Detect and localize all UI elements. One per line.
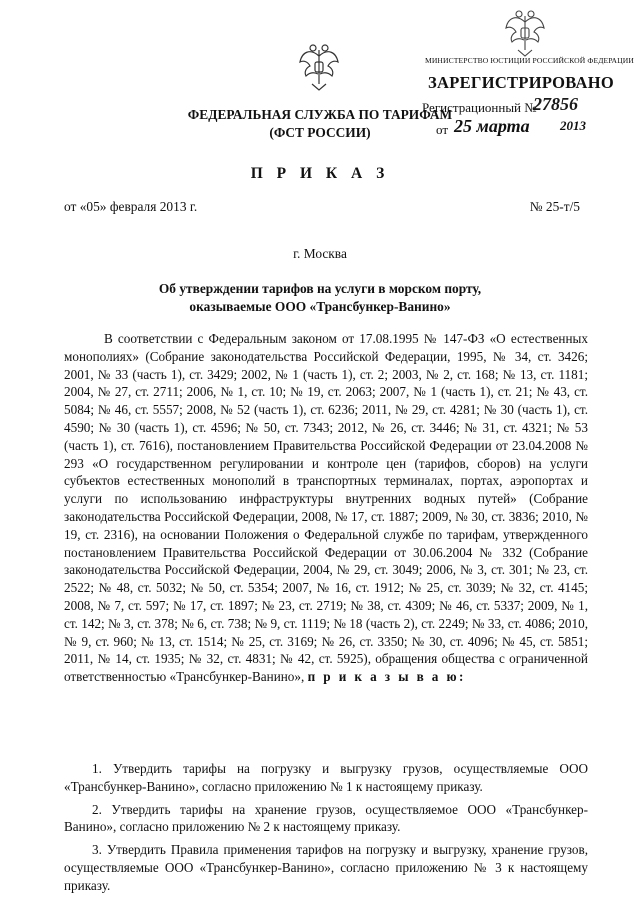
order-city: г. Москва <box>293 246 347 261</box>
double-headed-eagle-icon <box>502 6 548 58</box>
stamp-date-value: 25 марта <box>454 116 530 136</box>
stamp-number-value: 27856 <box>533 94 578 114</box>
order-items <box>64 760 588 900</box>
order-number: № 25-т/5 <box>529 199 580 214</box>
order-item: 1. Утвердить тарифы на погрузку и выгрузку грузов, осуществляемые ООО «Трансбункер-Ванино», согласно приложению № 1 к настоящему приказу. <box>64 761 588 794</box>
subject-line: оказываемые ООО «Трансбункер-Ванино» <box>189 299 451 314</box>
stamp-registered: ЗАРЕГИСТРИРОВАНО <box>428 73 615 92</box>
order-subject <box>120 280 520 316</box>
stamp-date-label: от <box>436 122 449 137</box>
subject-line: Об утверждении тарифов на услуги в морском порту, <box>158 281 482 296</box>
stamp-emblem <box>502 6 548 63</box>
stamp-number-label: Регистрационный № <box>422 100 537 115</box>
stamp-year-value: 2013 <box>560 118 586 133</box>
order-item: 3. Утвердить Правила применения тарифов на погрузку и выгрузку, хранение грузов, осуществляемые ООО «Трансбункер-Ванино», согласно приложению № 3 к настоящему приказу. <box>64 842 588 893</box>
order-date: от «05» февраля 2013 г. <box>64 199 198 214</box>
order-title: П Р И К А З <box>250 165 390 182</box>
preamble-text: В соответствии с Федеральным законом от 17.08.1995 № 147-ФЗ «О естественных монополиях» (Собрание законодательства Российской Федерации, 1995, № 34, ст. 3426; 2001, № 33 (часть 1), ст. 3429; 2002, № 1 (часть 1), ст. 2; 2003, № 2, ст. 168; № 13, ст. 1181; 2004, № 27, ст. 2711; 2006, № 1, ст. 10; № 19, ст. 2063; 2007, № 1 (часть 1), ст. 21; № 43, ст. 5084; № 46, ст. 5557; 2008, № 52 (часть 1), ст. 6236; 2011, № 29, ст. 4281; № 30 (часть 1), ст. 4590; № 30 (часть 1), ст. 4596; № 50, ст. 7343; 2012, № 26, ст. 3446; № 31, ст. 4321; № 53 (часть 1), ст. 7616), постановлением Правительства Российской Федерации от 23.04.2008 № 293 «О государственном регулировании и контроле цен (тарифов, сборов) на услуги субъектов естественных монополий в транспортных терминалах, портах, аэропортах и услуги по использованию инфраструктуры внутренних водных путей» (Собрание законодательства Российской Федерации, 2008, № 17, ст. 1887; 2009, № 30, ст. 3836; 2010, № 19, ст. 2316), на основании Положения о Федеральной службе по тарифам, утвержденного постановлением Правительства Российской Федерации от 30.06.2004 № 332 (Собрание законодательства Российской Федерации, 2004, № 29, ст. 3049; 2006, № 3, ст. 301; № 23, ст. 2522; № 48, ст. 5032; № 50, ст. 5354; 2007, № 16, ст. 1912; № 25, ст. 3039; № 32, ст. 4145; 2008, № 7, ст. 597; № 17, ст. 1897; № 23, ст. 2719; № 38, ст. 4309; № 46, ст. 5337; 2009, № 1, ст. 142; № 3, ст. 378; № 6, ст. 738; № 9, ст. 1119; № 18 (часть 2), ст. 2249; № 33, ст. 4086; 2010, № 9, ст. 960; № 13, ст. 1514; № 25, ст. 3169; № 26, ст. 3350; № 30, ст. 4096; № 45, ст. 5851; 2011, № 14, ст. 1935; № 32, ст. 4831; № 42, ст. 5925), обращения общества с ограниченной ответственностью «Трансбункер-Ванино», <box>64 331 588 685</box>
agency-name: ФЕДЕРАЛЬНАЯ СЛУЖБА ПО ТАРИФАМ <box>187 107 453 122</box>
agency-abbreviation: (ФСТ РОССИИ) <box>269 125 371 140</box>
order-word: п р и к а з ы в а ю: <box>307 669 466 685</box>
order-item: 2. Утвердить тарифы на хранение грузов, осуществляемое ООО «Трансбункер-Ванино», согласно приложению № 2 к настоящему приказу. <box>64 801 588 835</box>
preamble-paragraph <box>64 330 588 686</box>
stamp-ministry: МИНИСТЕРСТВО ЮСТИЦИИ РОССИЙСКОЙ ФЕДЕРАЦИИ <box>425 56 634 65</box>
coat-of-arms-emblem <box>296 40 342 97</box>
agency-header <box>150 106 490 142</box>
double-headed-eagle-icon <box>296 40 342 92</box>
